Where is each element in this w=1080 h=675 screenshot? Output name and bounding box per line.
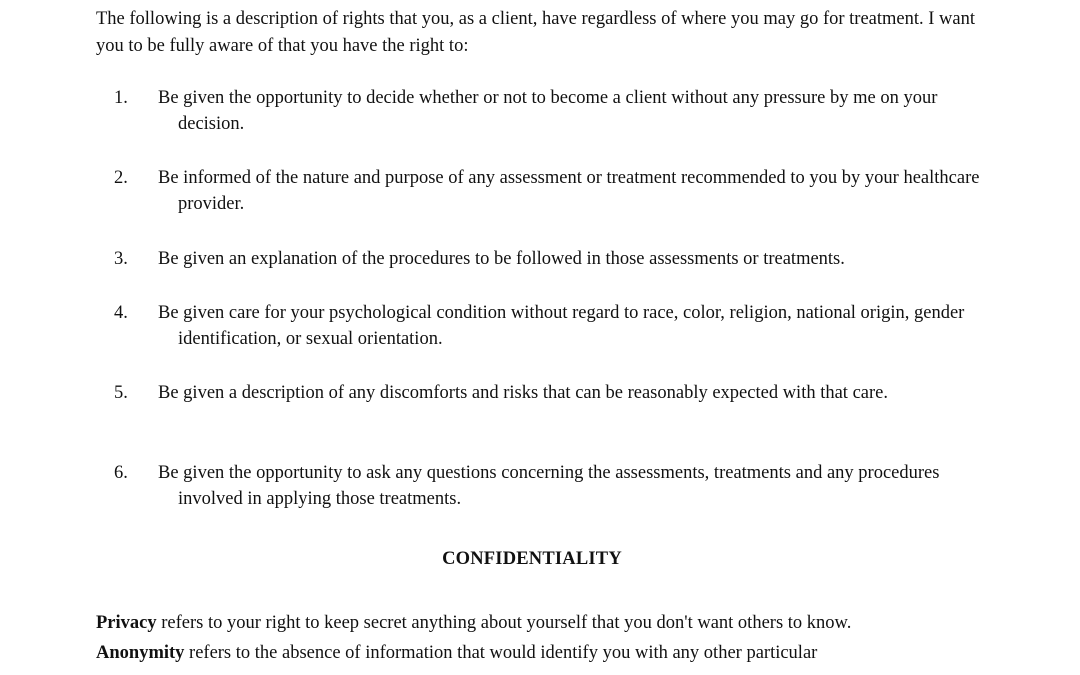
list-item-text: Be given a description of any discomforts and risks that can be reasonably expected with that care. (158, 383, 888, 403)
privacy-definition (96, 608, 996, 638)
list-item-number: 4. (114, 303, 128, 323)
list-item-number: 3. (114, 249, 128, 269)
privacy-term: Privacy (96, 613, 157, 633)
list-item-text: Be informed of the nature and purpose of any assessment or treatment recommended to you by your healthcare provider. (158, 168, 980, 214)
intro-paragraph: The following is a description of rights that you, as a client, have regardless of where you may go for treatment. I want you to be fully aware of that you have the right to: (96, 9, 976, 56)
list-item-number: 6. (114, 463, 128, 483)
anonymity-term: Anonymity (96, 643, 185, 663)
anonymity-definition (96, 638, 996, 668)
list-item-text: Be given an explanation of the procedures to be followed in those assessments or treatments. (158, 249, 845, 269)
list-item-number: 5. (114, 383, 128, 403)
list-item-number: 1. (114, 88, 128, 108)
list-item-text: Be given the opportunity to decide whether or not to become a client without any pressure by me on your decision. (158, 88, 938, 134)
section-heading-confidentiality: CONFIDENTIALITY (442, 549, 622, 569)
list-item-number: 2. (114, 168, 128, 188)
anonymity-text: refers to the absence of information that would identify you with any other particular (184, 643, 818, 663)
privacy-text: refers to your right to keep secret anything about yourself that you don't want others to know. (156, 613, 852, 633)
list-item-text: Be given care for your psychological condition without regard to race, color, religion, national origin, gender identification, or sexual orientation. (158, 303, 965, 349)
confidentiality-definitions (96, 608, 996, 668)
list-item-text: Be given the opportunity to ask any questions concerning the assessments, treatments and any procedures involved in applying those treatments. (158, 463, 940, 509)
